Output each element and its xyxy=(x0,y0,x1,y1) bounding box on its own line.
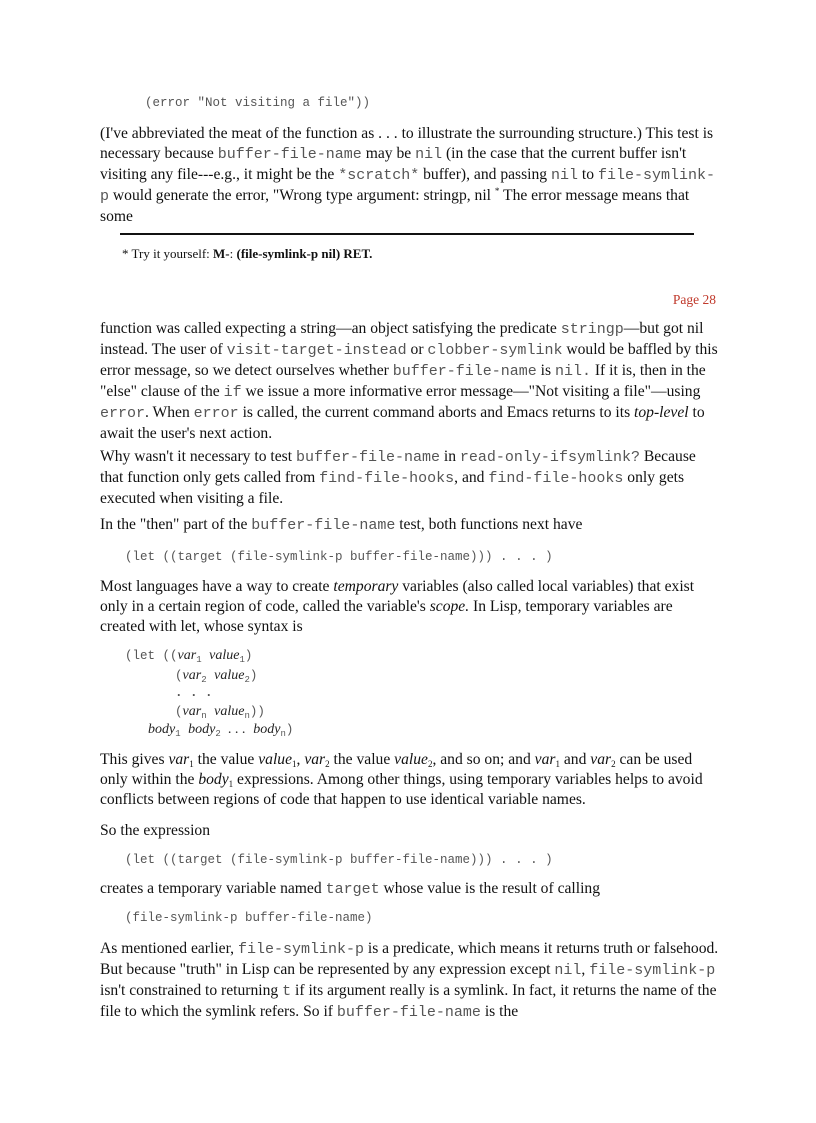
paragraph-4: In the "then" part of the buffer-file-name test, both functions next have xyxy=(100,516,583,534)
code-call: (file-symlink-p buffer-file-name) xyxy=(125,911,373,925)
paragraph-2: function was called expecting a string—an object satisfying the predicate stringp—but got nil instead. The user of visit-target-instead or clobber-symlink would be baffled by this error message, so we detect ourselves whether buffer-file-name is nil. If it is, then in the "else" clause of the if we issue a more informative error message—"Not visiting a file"—using error. When error is called, the current command aborts and Emacs returns to its top-level to await the user's next action. xyxy=(100,320,718,442)
footnote-divider xyxy=(120,233,694,235)
footnote-marker: * xyxy=(494,185,500,196)
paragraph-5: Most languages have a way to create temporary variables (also called local variables) that exist only in a certain region of code, called the variable's scope. In Lisp, temporary variables are created with let, whose syntax is xyxy=(100,578,695,635)
let-syntax-line-1: (let ((var$_1$ value$_1$) xyxy=(125,648,253,665)
code-let-2: (let ((target (file-symlink-p buffer-file-name))) . . . ) xyxy=(125,853,553,867)
let-syntax-line-2: (var$_2$ value$_2$) xyxy=(175,668,258,685)
let-syntax-line-5: body$_1$ body$_2$ . . . body$_n$) xyxy=(148,722,294,739)
let-syntax-line-4: (var$_n$ value$_n$)) xyxy=(175,704,265,721)
paragraph-3: Why wasn't it necessary to test buffer-file-name in read-only-ifsymlink? Because that function only gets called from find-file-hooks, and find-file-hooks only gets executed when visiting a file. xyxy=(100,448,696,507)
let-syntax-line-3: . . . xyxy=(175,686,213,700)
code-let-1: (let ((target (file-symlink-p buffer-file-name))) . . . ) xyxy=(125,550,553,564)
code-error-line: (error "Not visiting a file")) xyxy=(145,96,371,110)
paragraph-8: creates a temporary variable named target whose value is the result of calling xyxy=(100,880,600,898)
footnote: * Try it yourself: M-: (file-symlink-p nil) RET. xyxy=(122,246,373,261)
paragraph-9: As mentioned earlier, file-symlink-p is a predicate, which means it returns truth or falsehood. But because "truth" in Lisp can be represented by any expression except nil, file-symlink-p isn't constrained to returning t if its argument really is a symlink. In fact, it returns the name of the file to which the symlink refers. So if buffer-file-name is the xyxy=(100,940,719,1021)
paragraph-7: So the expression xyxy=(100,822,211,839)
page-number: Page 28 xyxy=(672,292,716,307)
paragraph-1: (I've abbreviated the meat of the function as . . . to illustrate the surrounding structure.) This test is necessary because buffer-file-name may be nil (in the case that the current buffer isn't visiting any file---e.g., it might be the *scratch* buffer), and passing nil to file-symlink-p would generate the error, "Wrong type argument: stringp, nil * The error message means that some xyxy=(100,125,715,225)
paragraph-6: This gives var$_1$ the value value$_1$, var$_2$ the value value$_2$, and so on; and var$_1$ and var$_2$ can be used only within the body$_1$ expressions. Among other things, using temporary variables helps to avoid conflicts between regions of code that happen to use identical variable names. xyxy=(100,751,703,808)
